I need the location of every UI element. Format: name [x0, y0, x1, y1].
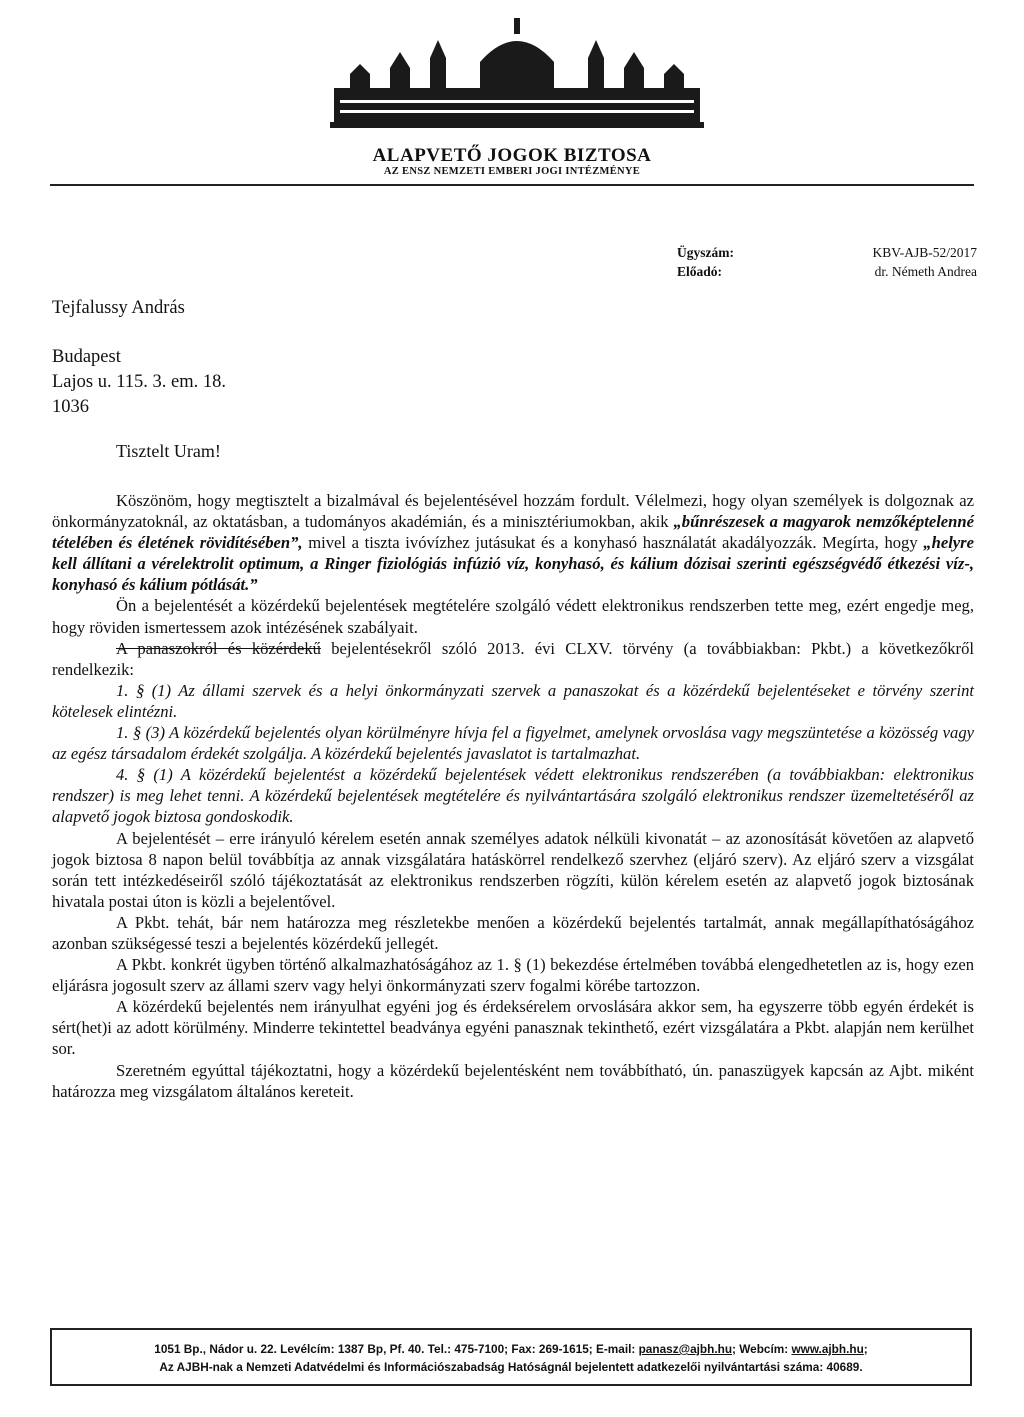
org-name: ALAPVETŐ JOGOK BIZTOSA: [372, 145, 652, 166]
paragraph: A Pkbt. tehát, bár nem határozza meg részletekbe menően a közérdekű bejelentés tartalmát, annak megállapíthatóságához azonban szükségessé teszi a bejelentés közérdekű jellegét.: [52, 912, 974, 953]
recipient-zip: 1036: [52, 397, 89, 417]
struck-text: A panaszokról és közérdekű: [116, 638, 321, 658]
quote: „helyre kell állítani a vérelektrolit optimum, a Ringer fiziológiás infúzió víz, konyhasó, és kálium dózisai szerinti egészségvédő étkezési víz-, konyhasó és kálium pótlását.”: [52, 533, 974, 595]
footer-contact-box: [50, 1328, 972, 1386]
letter-body: [52, 490, 974, 1102]
case-metadata: [677, 245, 977, 283]
recipient-city: Budapest: [52, 347, 121, 367]
law-quote: 4. § (1) A közérdekű bejelentést a közérdekű bejelentések védett elektronikus rendszerében (a továbbiakban: elektronikus rendszer) is meg lehet tenni. A közérdekű bejelentések megtételére és nyilvántartására szolgáló elektronikus rendszer üzemeltetéséről az alapvető jogok biztosa gondoskodik.: [52, 765, 974, 827]
case-number-label: Ügyszám:: [677, 245, 734, 260]
law-quote: 1. § (1) Az állami szervek és a helyi önkormányzati szervek a panaszokat és a közérdekű bejelentéseket e törvény szerint kötelesek elintézni.: [52, 680, 974, 721]
org-subtitle: AZ ENSZ NEMZETI EMBERI JOGI INTÉZMÉNYE: [383, 166, 641, 177]
website-link[interactable]: www.ajbh.hu: [791, 1342, 864, 1356]
quote: „bűnrészesek a magyarok nemzőképtelenné tételében és életének rövidítésében”,: [52, 512, 974, 553]
officer-label: Előadó:: [677, 264, 723, 279]
salutation: Tisztelt Uram!: [116, 441, 221, 461]
officer-value: dr. Németh Andrea: [874, 264, 977, 279]
paragraph: Köszönöm, hogy megtisztelt a bizalmával és bejelentésével hozzám fordult. Vélelmezi, hogy olyan személyek is dolgoznak az önkormányzatoknál, az oktatásban, a tudományos akadémián, és a minisztériumokban, akik „bűnrészesek a magyarok nemzőképtelenné tételében és életének rövidítésében”, mivel a tiszta ivóvízhez jutásukat és a konyhasó használatát akadályozzák. Megírta, hogy „helyre kell állítani a vérelektrolit optimum, a Ringer fiziológiás infúzió víz, konyhasó, és kálium dózisai szerinti egészségvédő étkezési víz-, konyhasó és kálium pótlását.”: [52, 491, 974, 595]
paragraph: A panaszokról és közérdekű bejelentésekről szóló 2013. évi CLXV. törvény (a továbbiakban: Pkbt.) a következőkről rendelkezik:: [52, 638, 974, 679]
header-divider: [50, 184, 974, 186]
recipient-street: Lajos u. 115. 3. em. 18.: [52, 372, 227, 392]
parliament-building-icon: [330, 18, 704, 130]
paragraph: A közérdekű bejelentés nem irányulhat egyéni jog és érdeksérelem orvoslására akkor sem, ha egyszerre több egyén érdekét is sért(het)i az adott körülmény. Minderre tekintettel beadványa egyéni panasznak tekinthető, ezért vizsgálatára a Pkbt. alapján nem kerülhet sor.: [52, 997, 974, 1059]
paragraph: A bejelentését – erre irányuló kérelem esetén annak személyes adatok nélküli kivonatát – az azonosítását követően az alapvető jogok biztosa 8 napon belül továbbítja az annak vizsgálatára hatáskörrel rendelkező szervhez (eljáró szerv). Az eljáró szerv a vizsgálat során tett intézkedéseiről szóló tájékoztatását az elektronikus rendszerben rögzíti, külön kérelem esetén az alapvető jogok biztosának hivatala postai úton is közli a bejelentővel.: [52, 828, 974, 911]
recipient-name: Tejfalussy András: [52, 298, 185, 318]
paragraph: Szeretném egyúttal tájékoztatni, hogy a közérdekű bejelentésként nem továbbítható, ún. panaszügyek kapcsán az Ajbt. miként határozza meg vizsgálatom általános kereteit.: [52, 1060, 974, 1101]
law-quote: 1. § (3) A közérdekű bejelentés olyan körülményre hívja fel a figyelmet, amelynek orvoslása vagy megszüntetése a közösség vagy az egész társadalom érdekét szolgálja. A közérdekű bejelentés javaslatot is tartalmazhat.: [52, 723, 974, 764]
footer-contact-line: 1051 Bp., Nádor u. 22. Levélcím: 1387 Bp, Pf. 40. Tel.: 475-7100; Fax: 269-1615; E-mail: panasz@ajbh.hu; Webcím: www.ajbh.hu;: [154, 1342, 868, 1356]
footer-registry-line: Az AJBH-nak a Nemzeti Adatvédelmi és Információszabadság Hatóságnál bejelentett adatkezelői nyilvántartási száma: 40689.: [159, 1360, 863, 1374]
case-number-value: KBV-AJB-52/2017: [872, 245, 977, 260]
email-link[interactable]: panasz@ajbh.hu: [638, 1342, 733, 1356]
paragraph: A Pkbt. konkrét ügyben történő alkalmazhatóságához az 1. § (1) bekezdése értelmében továbbá elengedhetetlen az is, hogy ezen eljárásra jogosult szerv az állami szerv vagy helyi önkormányzati szerv fogalmi körébe tartozzon.: [52, 955, 974, 996]
paragraph: Ön a bejelentését a közérdekű bejelentések megtételére szolgáló védett elektronikus rendszerben tette meg, ezért engedje meg, hogy röviden ismertessem azok intézésének szabályait.: [52, 596, 974, 637]
